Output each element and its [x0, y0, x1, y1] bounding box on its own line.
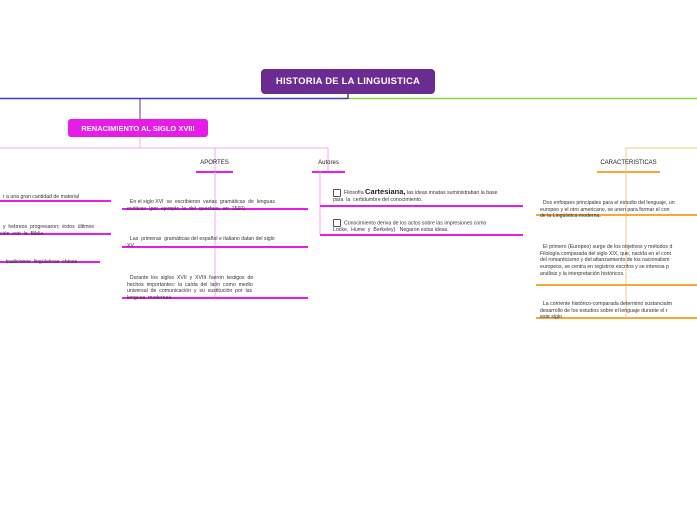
subtopic-renacimiento-title: RENACIMIENTO AL SIGLO XVIII — [81, 123, 195, 133]
aportes-label-text: APORTES — [200, 160, 229, 166]
aportes-item-3-text: Durante los siglos XVII y XVIII fueron testigos de hechos importantes: la caída del latín como medio universal de comunicación y su sustitución por las lenguas modernas. — [127, 274, 254, 302]
aportes-item-1-text: En el siglo XVI se escribieron varias gramáticas de lenguas exóticas (por ejemplo la del quechua, en 1560). — [127, 198, 275, 212]
autores-item-1-prefix: Filosofía — [344, 190, 366, 197]
autores-item-1-strong: Cartesiana, — [365, 187, 406, 197]
autores-label[interactable] — [312, 160, 345, 166]
autores-label-text: Autores — [318, 160, 339, 166]
left-item-3-text: tradiciones lingüísticas chinas. — [2, 258, 79, 265]
caract-item-3-text: La corriente histórico-comparada determinó sustancialm desarrollo de los estudios sobre el lenguaje durante el r este siglo — [540, 300, 673, 321]
checkbox-icon[interactable] — [333, 219, 341, 227]
autores-item-1-rest: las ideas innatas suministraban la base para la certidumbre del conocimiento. — [333, 190, 498, 204]
caract-item-1-text: Dos enfoques principales para el estudio del lenguaje, un europeo y el otro americano, se unen para formar el con de la Lingüística moderna. — [540, 199, 675, 220]
left-item-2[interactable] — [0, 217, 112, 237]
caracteristicas-label-text: CARACTERISTICAS — [600, 160, 657, 166]
caract-item-2-text: El primero (Europeo) surge de los objetivos y métodos d Filología comparada del siglo XIX, que, nacida en el cont del romanticismo y del afianzamiento de los nacionalism europeos, se centra en registros escritos y se interesa p análisis y la interpretación históricos. — [540, 243, 673, 277]
aportes-item-2-text: Las primeras gramáticas del español e italiano datan del siglo XV. — [127, 235, 275, 249]
aportes-item-2[interactable] — [127, 229, 305, 249]
autores-item-2[interactable] — [333, 219, 523, 234]
root-topic[interactable] — [261, 69, 435, 94]
caracteristicas-label[interactable] — [597, 160, 660, 166]
left-item-2-text: y hebreos progresaron; éstos últimos ción con la Biblia. — [0, 223, 95, 237]
left-item-1[interactable] — [0, 187, 112, 201]
root-topic-title: HISTORIA DE LA LINGUISTICA — [275, 76, 421, 87]
caract-item-2[interactable] — [540, 237, 697, 278]
aportes-label[interactable] — [196, 160, 233, 166]
caract-item-3[interactable] — [540, 294, 697, 321]
autores-item-1[interactable] — [333, 189, 523, 204]
checkbox-icon[interactable] — [333, 189, 341, 197]
aportes-item-3[interactable] — [127, 268, 305, 302]
subtopic-renacimiento[interactable] — [68, 119, 208, 137]
left-item-1-text: r a una gran cantidad de material — [2, 193, 80, 200]
caract-item-1[interactable] — [540, 193, 697, 220]
autores-item-2-text: Conocimiento deriva de los actos sobre las impresiones como Locke, Hume y Berkeley) Negaron estas ideas. — [333, 220, 487, 234]
left-item-3[interactable] — [0, 252, 100, 266]
aportes-item-1[interactable] — [127, 192, 305, 212]
